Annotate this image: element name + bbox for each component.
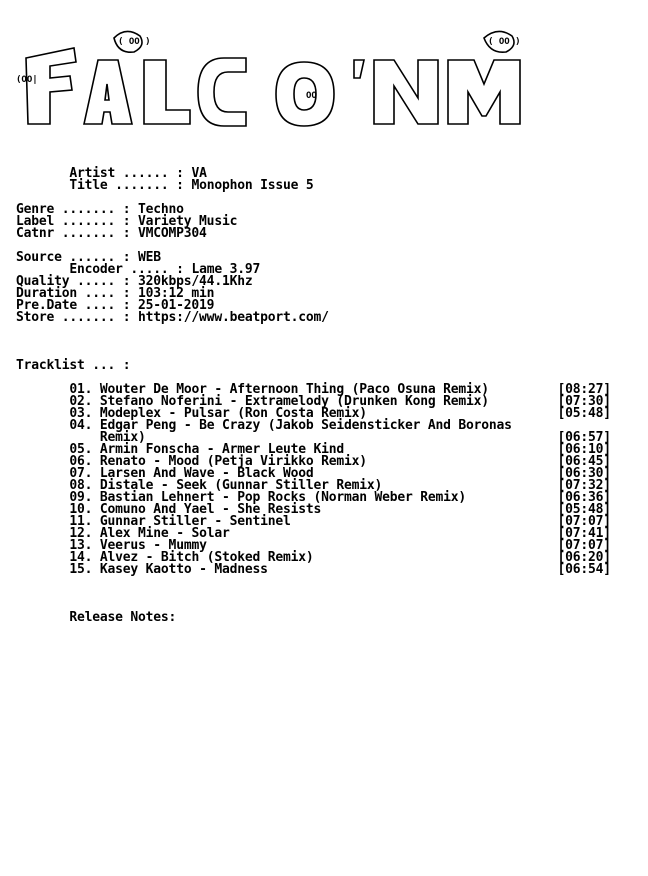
track-name-continued: Remix) [99, 430, 146, 445]
track-name: Gunnar Stiller - Sentinel [99, 514, 291, 529]
genre-value: Techno [138, 202, 184, 217]
track-duration: [05:48] [557, 502, 611, 517]
track-duration: [07:07] [557, 538, 611, 553]
track-duration: [06:36] [557, 490, 611, 505]
track-number: 04. [69, 418, 93, 433]
track-name: Armin Fonscha - Armer Leute Kind [99, 442, 344, 457]
track-name: Alex Mine - Solar [99, 526, 230, 541]
track-number: 09. [69, 490, 93, 505]
track-name: Edgar Peng - Be Crazy (Jakob Seidensticker And Boronas [99, 418, 512, 433]
store-row [16, 310, 329, 325]
source-label: Source ...... : [16, 250, 131, 265]
quality-label: Quality ..... : [16, 274, 131, 289]
artist-label: Artist ...... : [69, 166, 184, 181]
svg-text:OO: OO [306, 91, 317, 101]
track-name: Distale - Seek (Gunnar Stiller Remix) [99, 478, 383, 493]
store-label: Store ....... : [16, 310, 131, 325]
svg-text:( OO ): ( OO ) [488, 37, 521, 47]
track-duration: [06:10] [557, 442, 611, 457]
track-duration: [06:57] [557, 430, 611, 445]
track-number: 13. [69, 538, 93, 553]
catnr-label: Catnr ....... : [16, 226, 131, 241]
track-number: 15. [69, 562, 93, 577]
track-row [16, 418, 611, 445]
track-name: Modeplex - Pulsar (Ron Costa Remix) [99, 406, 367, 421]
release-notes-label: Release Notes: [69, 610, 177, 625]
track-duration: [06:30] [557, 466, 611, 481]
track-name: Larsen And Wave - Black Wood [99, 466, 314, 481]
track-duration: [08:27] [557, 382, 611, 397]
title-row [16, 178, 313, 193]
artist-value: VA [191, 166, 207, 181]
track-number: 14. [69, 550, 93, 565]
duration-value: 103:12 min [138, 286, 215, 301]
track-row [16, 562, 611, 577]
track-name: Veerus - Mummy [99, 538, 207, 553]
track-duration: [06:45] [557, 454, 611, 469]
svg-text:( OO ): ( OO ) [118, 37, 151, 47]
track-number: 03. [69, 406, 93, 421]
track-duration: [07:07] [557, 514, 611, 529]
encoder-label: Encoder ..... : [69, 262, 184, 277]
track-name: Comuno And Yael - She Resists [99, 502, 322, 517]
source-value: WEB [138, 250, 161, 265]
track-number: 11. [69, 514, 93, 529]
track-number: 06. [69, 454, 93, 469]
title-value: Monophon Issue 5 [191, 178, 314, 193]
quality-value: 320kbps/44.1Khz [138, 274, 253, 289]
track-number: 12. [69, 526, 93, 541]
predate-label: Pre.Date .... : [16, 298, 131, 313]
track-duration: [07:30] [557, 394, 611, 409]
track-number: 10. [69, 502, 93, 517]
track-number: 02. [69, 394, 93, 409]
svg-text:(OO|: (OO| [16, 75, 38, 85]
label-label: Label ....... : [16, 214, 131, 229]
catnr-row [16, 226, 207, 241]
tracklist [16, 382, 611, 577]
track-number: 08. [69, 478, 93, 493]
track-name: Wouter De Moor - Afternoon Thing (Paco Osuna Remix) [99, 382, 489, 397]
nfo-text [16, 24, 611, 624]
duration-label: Duration .... : [16, 286, 131, 301]
track-duration: [07:41] [557, 526, 611, 541]
track-name: Alvez - Bitch (Stoked Remix) [99, 550, 314, 565]
tracklist-label: Tracklist ... : [16, 358, 131, 373]
track-number: 07. [69, 466, 93, 481]
track-duration: [05:48] [557, 406, 611, 421]
track-name: Renato - Mood (Petja Virikko Remix) [99, 454, 367, 469]
catnr-value: VMCOMP304 [138, 226, 207, 241]
track-number: 01. [69, 382, 93, 397]
track-name: Stefano Noferini - Extramelody (Drunken Kong Remix) [99, 394, 489, 409]
label-value: Variety Music [138, 214, 238, 229]
track-duration: [06:20] [557, 550, 611, 565]
track-duration: [06:54] [557, 562, 611, 577]
store-value: https://www.beatport.com/ [138, 310, 329, 325]
encoder-value: Lame 3.97 [191, 262, 261, 277]
genre-label: Genre ....... : [16, 202, 131, 217]
track-number: 05. [69, 442, 93, 457]
title-label: Title ....... : [69, 178, 184, 193]
predate-value: 25-01-2019 [138, 298, 215, 313]
track-duration: [07:32] [557, 478, 611, 493]
track-name: Bastian Lehnert - Pop Rocks (Norman Weber Remix) [99, 490, 467, 505]
track-name: Kasey Kaotto - Madness [99, 562, 268, 577]
